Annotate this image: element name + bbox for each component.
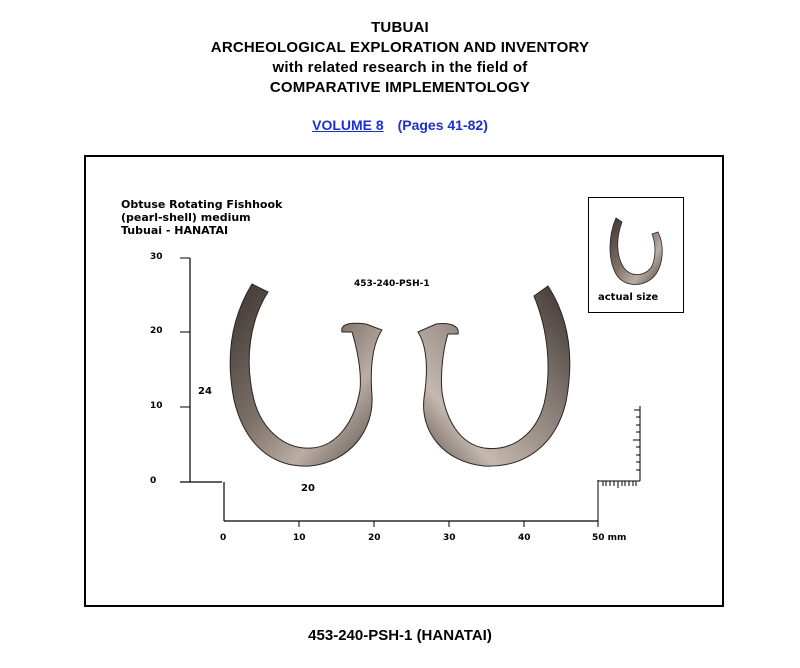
width-measure-label: 20 [301,483,315,494]
figure-caption: 453-240-PSH-1 (HANATAI) [308,627,492,644]
header-subtitle: ARCHEOLOGICAL EXPLORATION AND INVENTORY [210,39,590,56]
header-title: TUBUAI [371,19,429,36]
mm-ruler [598,406,640,488]
figure-title-line-1: Obtuse Rotating Fishhook [121,198,283,211]
x-tick-label: 40 [518,533,531,543]
x-tick-label: 50 mm [592,533,627,543]
x-tick-label: 30 [443,533,456,543]
figure-title-line-3: Tubuai - HANATAI [121,224,229,237]
fishhook-front-image [230,284,382,466]
fishhook-back-image [418,286,570,466]
figure-title-line-2: (pearl-shell) medium [121,211,251,224]
x-tick-label: 20 [368,533,381,543]
x-tick-label: 0 [220,533,227,543]
y-tick-label: 0 [150,476,157,486]
y-tick-label: 30 [150,252,163,262]
actual-size-label: actual size [598,292,659,303]
x-tick-label: 10 [293,533,306,543]
y-tick-label: 20 [150,326,163,336]
volume-pages: (Pages 41-82) [397,117,488,133]
y-tick-label: 10 [150,401,163,411]
volume-link[interactable]: VOLUME 8 [312,117,384,133]
item-id-label: 453-240-PSH-1 [354,279,430,289]
header-line-3: with related research in the field of [272,59,528,76]
height-measure-label: 24 [198,386,212,397]
header-line-4: COMPARATIVE IMPLEMENTOLOGY [269,79,531,96]
